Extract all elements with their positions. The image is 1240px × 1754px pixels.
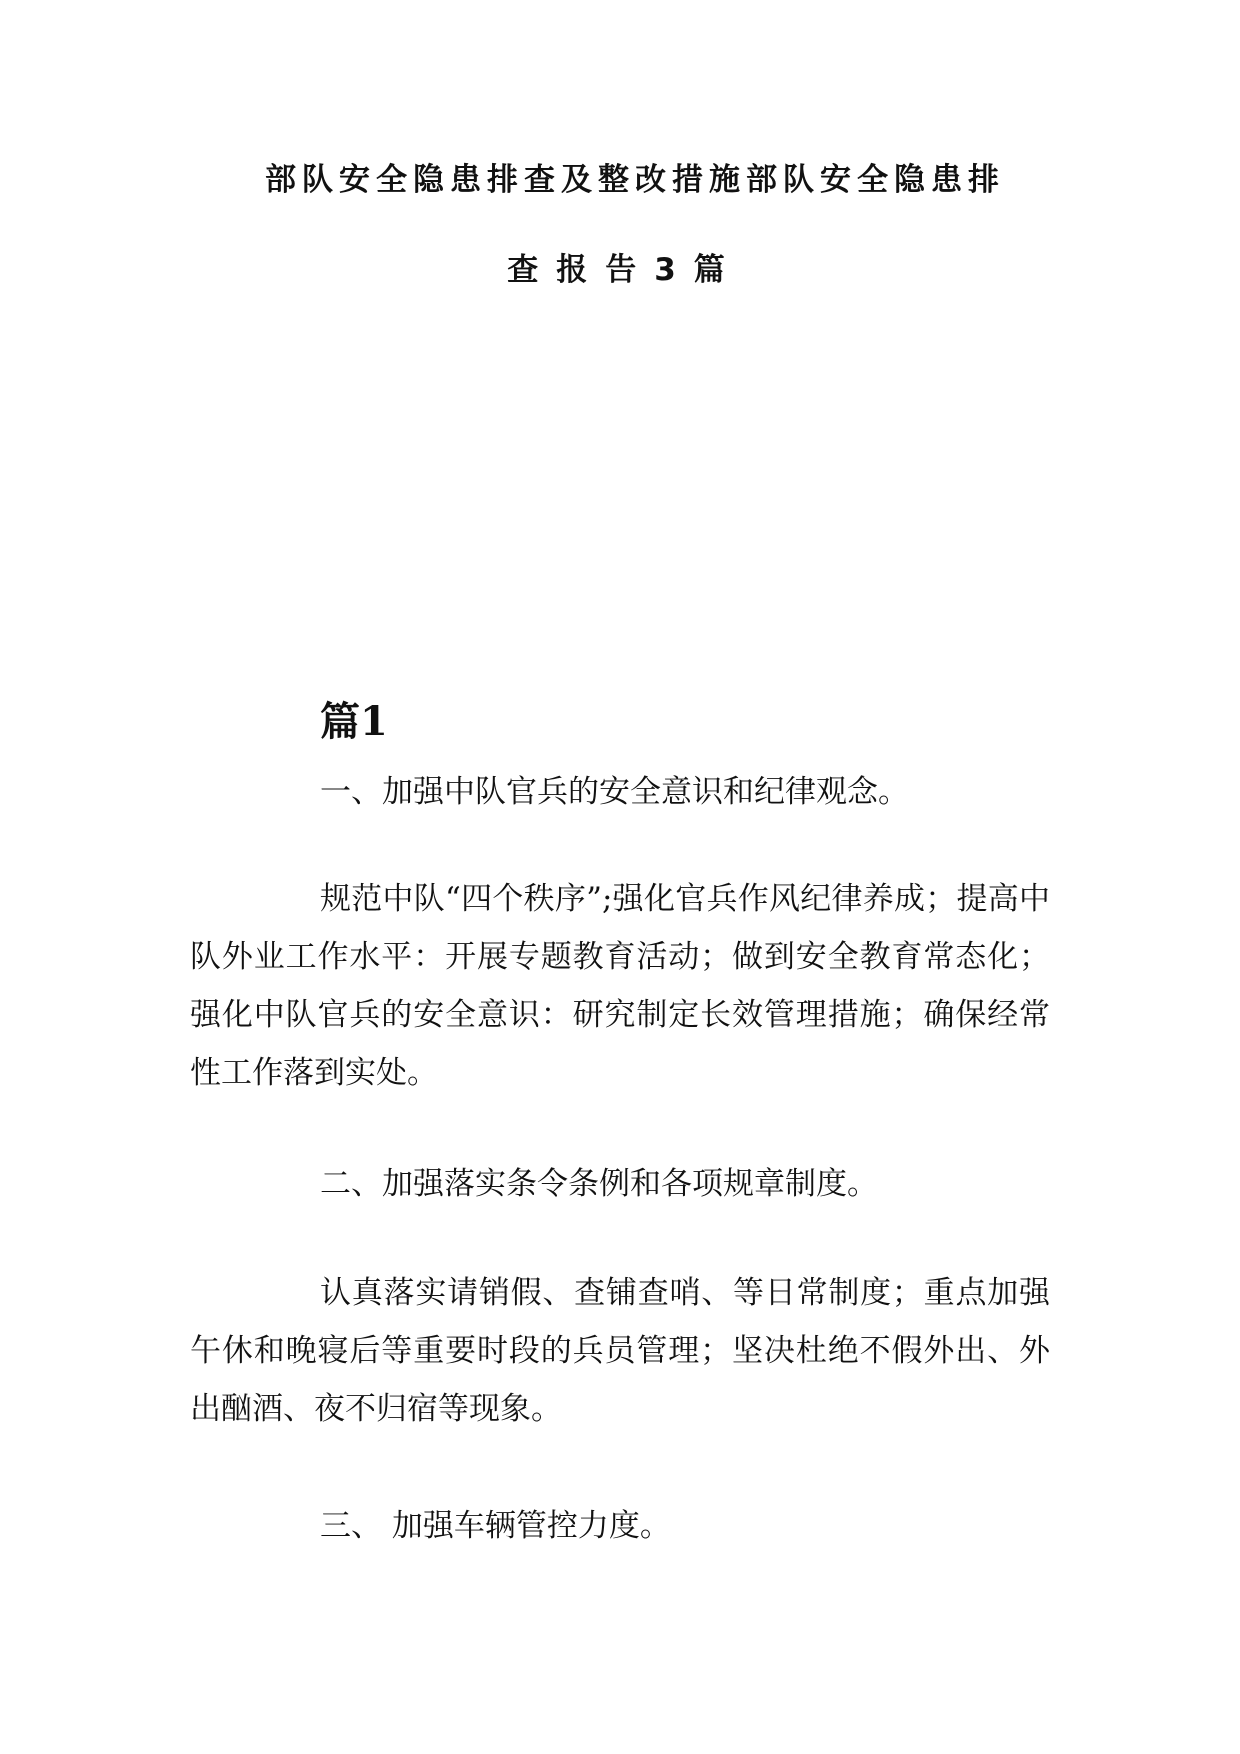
item-body-2: 认真落实请销假、查铺查哨、等日常制度；重点加强午休和晚寝后等重要时段的兵员管理；坚决杜绝不假外出、外出酗酒、夜不归宿等现象。 (190, 1275, 1050, 1427)
document-title-line-2: 查报告3篇 (507, 252, 743, 288)
item-heading-3: 三、 加强车辆管控力度。 (320, 1508, 671, 1544)
item-heading-1: 一、加强中队官兵的安全意识和纪律观念。 (320, 774, 909, 810)
item-heading-2: 二、加强落实条令条例和各项规章制度。 (320, 1166, 878, 1202)
item-body-1: 规范中队“四个秩序”;强化官兵作风纪律养成；提高中队外业工作水平：开展专题教育活动；做到安全教育常态化；强化中队官兵的安全意识：研究制定长效管理措施；确保经常性工作落到实处。 (190, 881, 1050, 1091)
document-title-line-1: 部队安全隐患排查及整改措施部队安全隐患排 (265, 162, 1005, 198)
section-heading: 篇1 (320, 698, 388, 745)
